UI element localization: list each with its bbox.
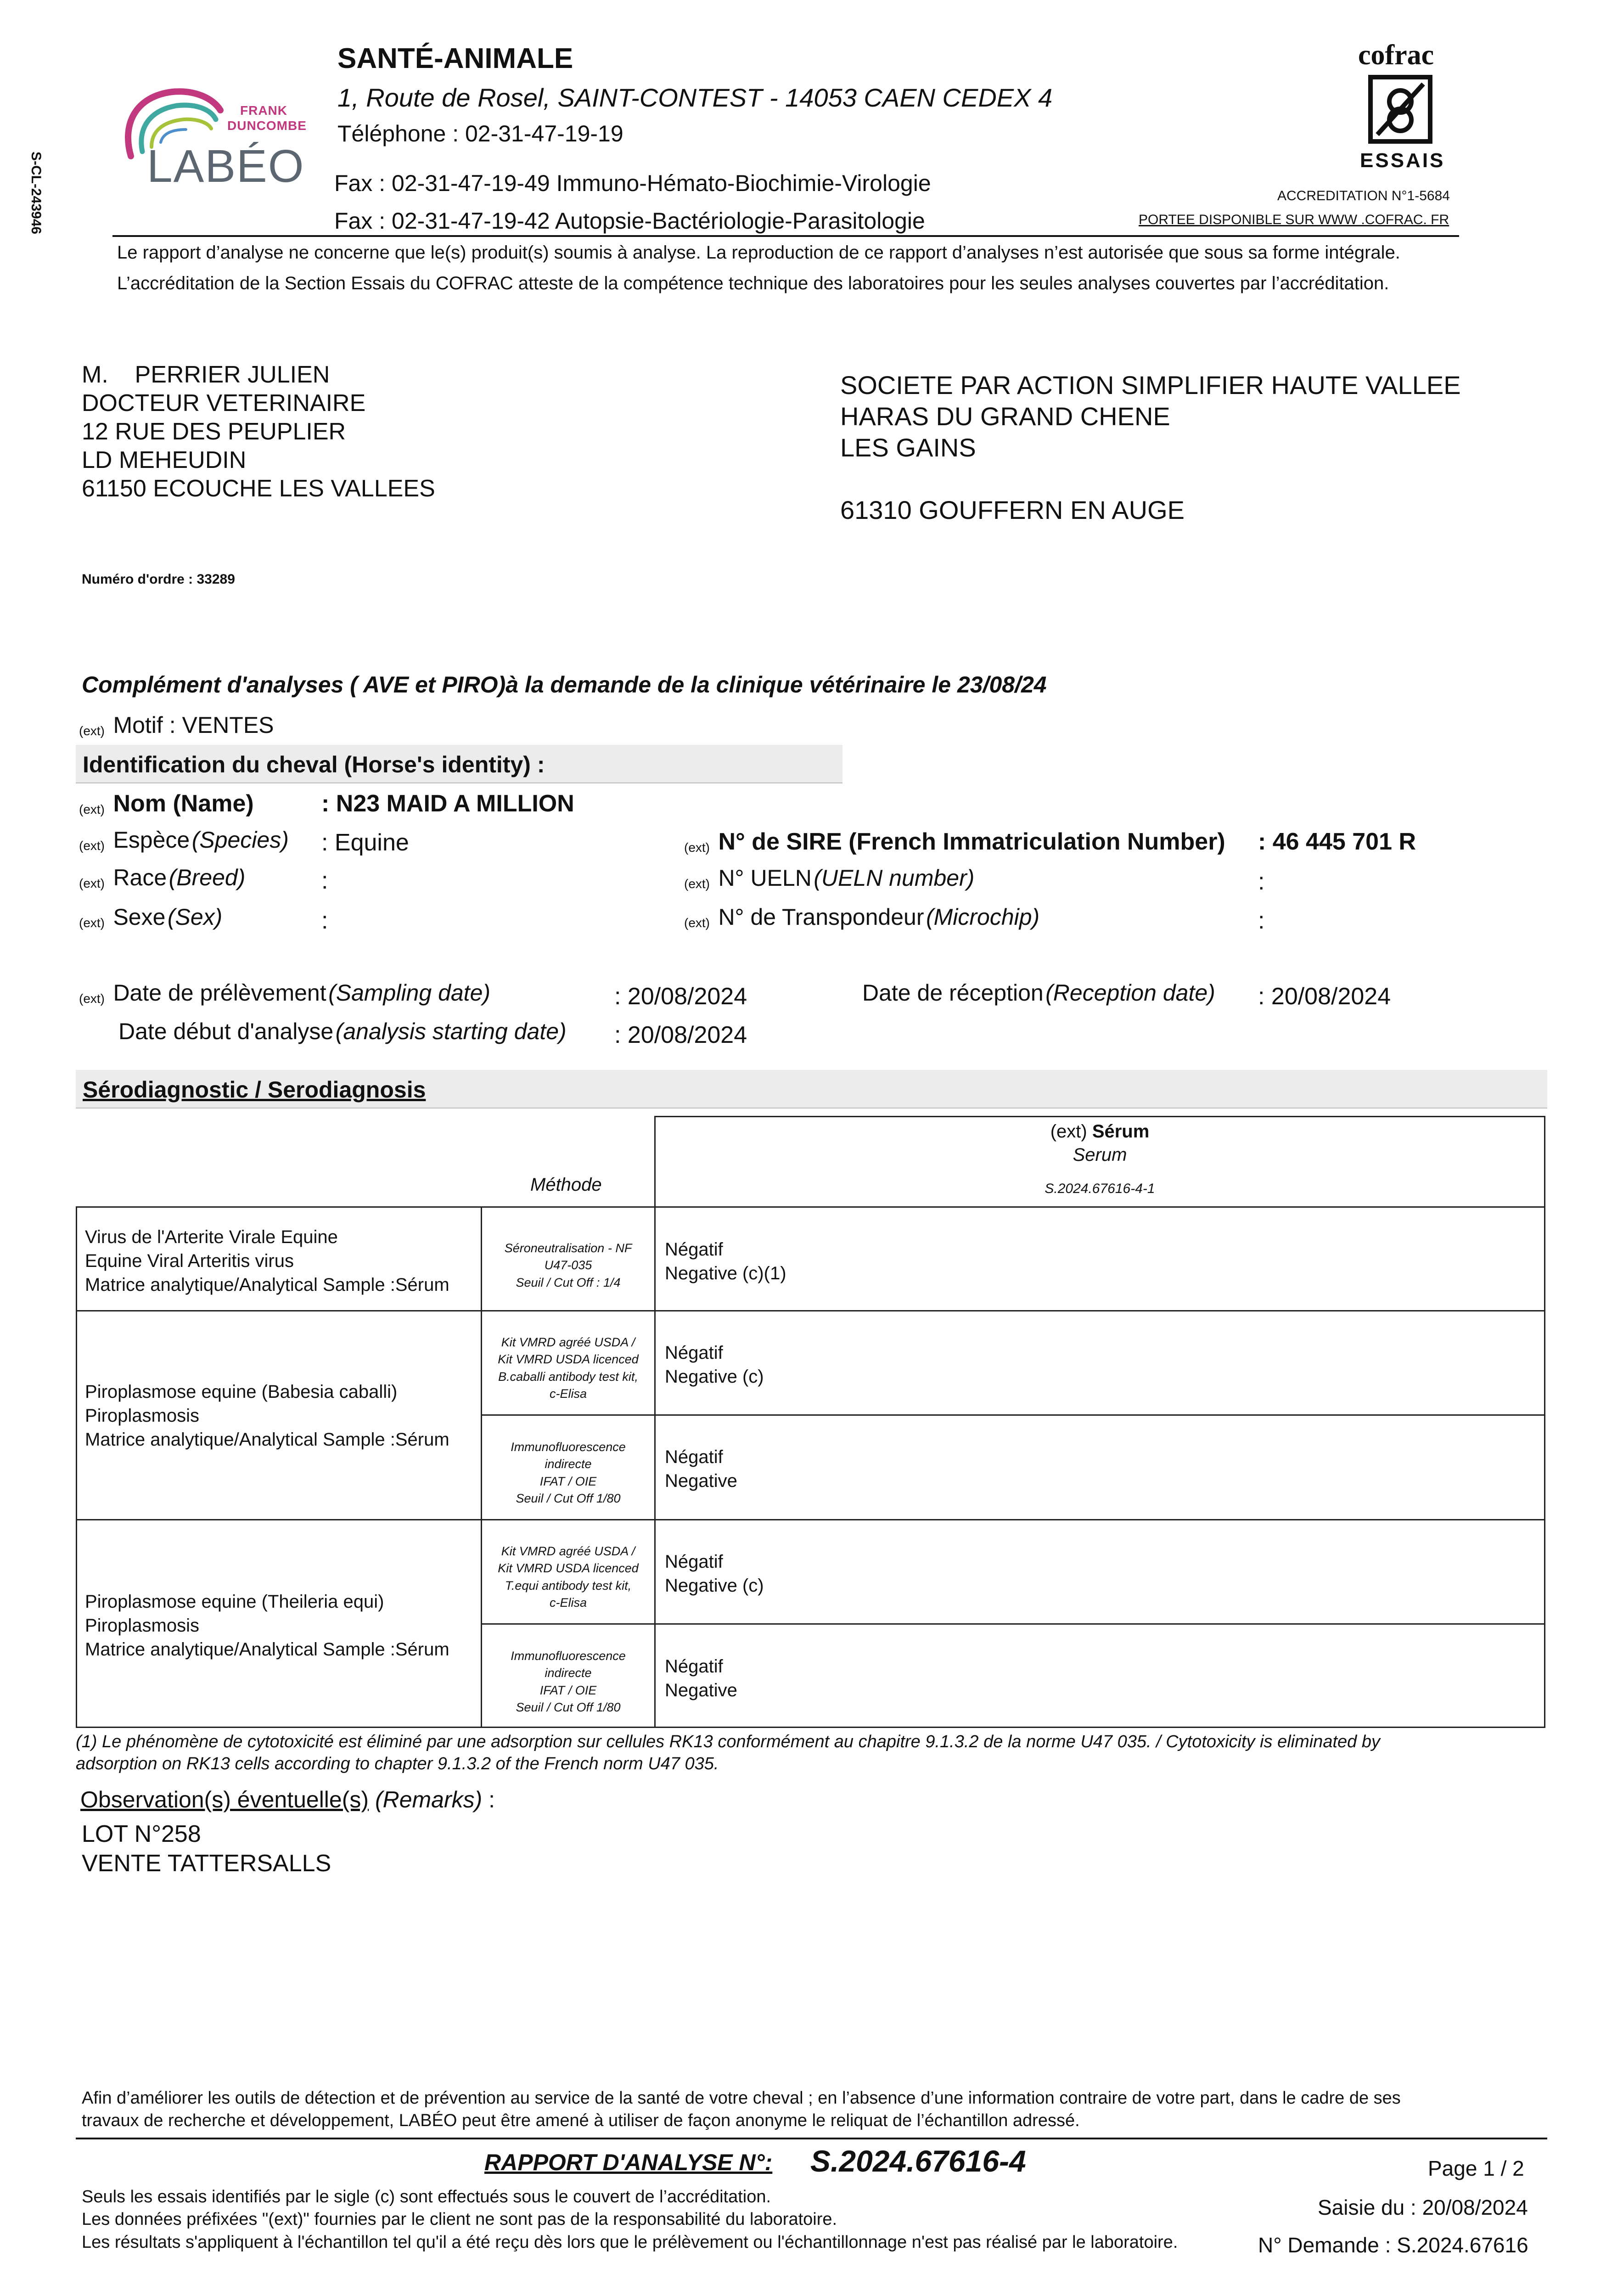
method-line: Seuil / Cut Off : 1/4	[516, 1275, 621, 1289]
research-note	[82, 2087, 1401, 2133]
cofrac-logo	[1345, 39, 1460, 177]
ext-tag: (ext)	[1050, 1121, 1087, 1142]
method-babesia-ifat	[482, 1439, 654, 1507]
ext-tag: (ext)	[684, 876, 710, 891]
reception-date-value: : 20/08/2024	[1258, 983, 1391, 1010]
disclaimer-line-2: L’accréditation de la Section Essais du COFRAC atteste de la compétence technique des laboratoires pour les seules analyses couvertes par l’accréditation.	[117, 273, 1389, 293]
sender-line-5: 61150 ECOUCHE LES VALLEES	[82, 475, 435, 502]
start-date-row	[118, 1018, 567, 1045]
name-label: Nom (Name)	[113, 790, 254, 817]
result-fr: Négatif	[665, 1343, 723, 1363]
name-row	[79, 790, 254, 817]
result-en: Negative (c)	[665, 1367, 764, 1387]
ueln-label: N° UELN	[718, 865, 812, 891]
method-line: indirecte	[545, 1457, 592, 1471]
result-eva	[665, 1238, 786, 1285]
ext-tag: (ext)	[79, 991, 105, 1006]
footer-note-3: Les résultats s'appliquent à l'échantillon tel qu'il a été reçu dès lors que le prélèvement ou l'échantillonnage n'est pas réalisé par le laboratoire.	[82, 2232, 1178, 2252]
ueln-row	[684, 865, 974, 891]
result-en: Negative	[665, 1471, 737, 1491]
method-line: IFAT / OIE	[539, 1683, 597, 1697]
sample-type: Sérum	[1092, 1121, 1150, 1142]
result-en: Negative	[665, 1680, 737, 1700]
page-number: Page 1 / 2	[1428, 2156, 1524, 2180]
analyte-line: Equine Viral Arteritis virus	[85, 1251, 294, 1271]
footnote-line-1: (1) Le phénomène de cytotoxicité est éliminé par une adsorption sur cellules RK13 conformément au chapitre 9.1.3.2 de la norme U47 035. / Cytotoxicity is eliminated by	[76, 1732, 1380, 1751]
analyte-line: Piroplasmosis	[85, 1406, 199, 1426]
col-divider-2	[654, 1206, 656, 1728]
identity-heading: Identification du cheval (Horse's identity) :	[83, 752, 545, 777]
sampling-date-row	[79, 979, 490, 1006]
analyte-line: Piroplasmosis	[85, 1615, 199, 1636]
remarks-colon: :	[482, 1787, 495, 1812]
remarks-heading	[80, 1786, 495, 1813]
species-value: : Equine	[321, 829, 409, 856]
cofrac-accreditation: ACCREDITATION N°1-5684	[1277, 188, 1450, 203]
remarks-label-en: (Remarks)	[375, 1787, 483, 1812]
lab-fax-2: Fax : 02-31-47-19-42 Autopsie-Bactériologie-Parasitologie	[334, 208, 925, 234]
footnote-line-2: adsorption on RK13 cells according to chapter 9.1.3.2 of the French norm U47 035.	[76, 1754, 719, 1773]
analyte-line: Matrice analytique/Analytical Sample :Sérum	[85, 1639, 449, 1660]
method-line: Kit VMRD agréé USDA /	[501, 1335, 635, 1349]
method-line: Kit VMRD agréé USDA /	[501, 1544, 635, 1558]
remarks-line-1: LOT N°258	[82, 1821, 201, 1847]
analyte-theileria	[85, 1590, 449, 1661]
species-label-en: (Species)	[191, 827, 289, 853]
entry-date: Saisie du : 20/08/2024	[1318, 2195, 1528, 2219]
start-date-label-en: (analysis starting date)	[335, 1019, 567, 1044]
reception-date-label-en: (Reception date)	[1045, 980, 1215, 1006]
result-fr: Négatif	[665, 1656, 723, 1677]
method-theileria-elisa	[482, 1543, 654, 1611]
method-line: T.equi antibody test kit,	[505, 1578, 632, 1593]
logo-brand-line1: FRANK	[240, 103, 287, 118]
breed-row	[79, 864, 245, 891]
name-value: : N23 MAID A MILLION	[321, 790, 574, 817]
transponder-row	[684, 904, 1039, 930]
transponder-label-en: (Microchip)	[926, 904, 1040, 930]
request-number: N° Demande : S.2024.67616	[1258, 2233, 1528, 2257]
analyte-line: Piroplasmose equine (Babesia caballi)	[85, 1382, 398, 1402]
recipient-line-1: SOCIETE PAR ACTION SIMPLIFIER HAUTE VALLEE	[840, 371, 1461, 400]
sample-type-row	[654, 1121, 1545, 1142]
recipient-line-4: 61310 GOUFFERN EN AUGE	[840, 495, 1185, 524]
side-code: S-CL-243946	[28, 152, 44, 235]
sire-value: : 46 445 701 R	[1258, 828, 1416, 855]
reception-date-row	[862, 979, 1215, 1006]
report-number: S.2024.67616-4	[810, 2144, 1026, 2178]
ext-tag: (ext)	[684, 840, 710, 855]
method-line: Kit VMRD USDA licenced	[498, 1561, 639, 1576]
transponder-value: :	[1258, 907, 1265, 934]
method-line: Seuil / Cut Off 1/80	[516, 1700, 621, 1714]
method-line: Kit VMRD USDA licenced	[498, 1352, 639, 1367]
row-divider-1	[76, 1310, 1545, 1311]
sex-row	[79, 904, 222, 930]
lab-fax-1: Fax : 02-31-47-19-49 Immuno-Hémato-Biochimie-Virologie	[334, 170, 931, 196]
sender-line-1: M. PERRIER JULIEN	[82, 361, 330, 388]
species-label: Espèce	[113, 827, 190, 853]
recipient-line-2: HARAS DU GRAND CHENE	[840, 402, 1170, 431]
ext-tag: (ext)	[79, 915, 105, 930]
breed-label: Race	[113, 865, 167, 890]
remarks-label: Observation(s) éventuelle(s)	[80, 1787, 369, 1812]
labeo-logo	[117, 78, 324, 197]
disclaimer-line-1: Le rapport d’analyse ne concerne que le(s) produit(s) soumis à analyse. La reproduction de ce rapport d’analyses n’est autorisée que sous sa forme intégrale.	[117, 242, 1400, 263]
logo-name: LABÉO	[147, 141, 305, 192]
motif-row	[79, 712, 274, 738]
analyte-line: Matrice analytique/Analytical Sample :Sérum	[85, 1275, 449, 1295]
method-line: Séroneutralisation - NF	[504, 1241, 632, 1255]
footnote	[76, 1731, 1380, 1775]
ext-tag: (ext)	[684, 915, 710, 930]
start-date-label: Date début d'analyse	[118, 1019, 334, 1044]
sire-label: N° de SIRE (French Immatriculation Number)	[718, 828, 1225, 855]
lab-phone: Téléphone : 02-31-47-19-19	[337, 121, 623, 146]
start-date-value: : 20/08/2024	[614, 1022, 747, 1048]
ueln-value: :	[1258, 868, 1265, 895]
remarks-lines	[82, 1819, 331, 1878]
method-line: c-Elisa	[549, 1595, 587, 1609]
method-line: Seuil / Cut Off 1/80	[516, 1491, 621, 1505]
footer-notes	[82, 2186, 1178, 2254]
cofrac-name: cofrac	[1358, 39, 1434, 71]
breed-value: :	[321, 867, 328, 894]
breed-label-en: (Breed)	[168, 865, 246, 890]
species-row	[79, 827, 289, 853]
research-note-line-2: travaux de recherche et développement, LABÉO peut être amené à utiliser de façon anonyme le reliquat de l’échantillon adressé.	[82, 2111, 1080, 2131]
reception-date-label: Date de réception	[862, 980, 1044, 1006]
recipient-line-3: LES GAINS	[840, 433, 976, 462]
order-number: Numéro d'ordre : 33289	[82, 572, 235, 587]
result-theileria-ifat	[665, 1654, 737, 1702]
sender-line-3: 12 RUE DES PEUPLIER	[82, 418, 346, 445]
result-fr: Négatif	[665, 1239, 723, 1260]
method-line: IFAT / OIE	[539, 1474, 597, 1488]
sender-line-4: LD MEHEUDIN	[82, 447, 247, 473]
result-theileria-elisa	[665, 1550, 764, 1598]
analyte-line: Virus de l'Arterite Virale Equine	[85, 1227, 338, 1247]
ext-tag: (ext)	[79, 723, 105, 738]
ext-tag: (ext)	[79, 838, 105, 853]
header-rule	[112, 235, 1459, 237]
method-line: U47-035	[544, 1258, 592, 1272]
sex-label: Sexe	[113, 904, 166, 930]
report-number-label: RAPPORT D'ANALYSE N°:	[484, 2150, 773, 2175]
sampling-date-label-en: (Sampling date)	[328, 980, 491, 1006]
footer-note-1: Seuls les essais identifiés par le sigle (c) sont effectués sous le couvert de l’accréditation.	[82, 2187, 771, 2206]
cofrac-scope: PORTEE DISPONIBLE SUR WWW .COFRAC. FR	[1139, 212, 1449, 227]
sender-address	[82, 360, 435, 503]
cofrac-mark-icon	[1368, 75, 1432, 144]
sample-id: S.2024.67616-4-1	[1045, 1181, 1155, 1196]
result-babesia-elisa	[665, 1341, 764, 1389]
sample-type-en: Serum	[1073, 1145, 1127, 1165]
lab-address: 1, Route de Rosel, SAINT-CONTEST - 14053 CAEN CEDEX 4	[337, 83, 1053, 112]
result-fr: Négatif	[665, 1447, 723, 1467]
row-divider-2	[481, 1414, 1545, 1416]
ext-tag: (ext)	[79, 876, 105, 890]
sex-value: :	[321, 907, 328, 934]
research-note-line-1: Afin d’améliorer les outils de détection et de prévention au service de la santé de votre cheval ; en l’absence d’une information contraire de votre part, dans le cadre de ses	[82, 2088, 1401, 2108]
section-title: Sérodiagnostic / Serodiagnosis	[83, 1077, 426, 1103]
motif: Motif : VENTES	[113, 712, 274, 738]
method-line: Immunofluorescence	[511, 1440, 626, 1454]
sender-line-2: DOCTEUR VETERINAIRE	[82, 390, 366, 416]
result-fr: Négatif	[665, 1552, 723, 1572]
row-divider-3	[76, 1519, 1545, 1520]
ext-tag: (ext)	[79, 802, 105, 816]
transponder-label: N° de Transpondeur	[718, 904, 924, 930]
ueln-label-en: (UELN number)	[814, 865, 975, 891]
request-title: Complément d'analyses ( AVE et PIRO)à la demande de la clinique vétérinaire le 23/08/24	[82, 672, 1047, 698]
result-en: Negative (c)(1)	[665, 1263, 786, 1283]
footer-rule	[76, 2138, 1547, 2139]
result-en: Negative (c)	[665, 1576, 764, 1596]
footer-note-2: Les données préfixées "(ext)" fournies par le client ne sont pas de la responsabilité du laboratoire.	[82, 2210, 837, 2229]
result-babesia-ifat	[665, 1445, 737, 1493]
method-line: indirecte	[545, 1666, 592, 1680]
sire-row	[684, 828, 1225, 855]
lab-title: SANTÉ-ANIMALE	[337, 43, 573, 74]
sampling-date-value: : 20/08/2024	[614, 983, 747, 1010]
method-line: c-Elisa	[549, 1386, 587, 1401]
method-babesia-elisa	[482, 1334, 654, 1402]
method-eva	[482, 1240, 654, 1291]
cofrac-label: ESSAIS	[1360, 149, 1445, 172]
logo-brand-line2: DUNCOMBE	[227, 118, 307, 133]
remarks-line-2: VENTE TATTERSALLS	[82, 1850, 331, 1877]
recipient-address	[840, 370, 1461, 526]
method-line: B.caballi antibody test kit,	[498, 1369, 638, 1384]
analyte-line: Piroplasmose equine (Theileria equi)	[85, 1592, 384, 1612]
analyte-babesia	[85, 1380, 449, 1452]
analyte-line: Matrice analytique/Analytical Sample :Sérum	[85, 1429, 449, 1450]
method-line: Immunofluorescence	[511, 1649, 626, 1663]
sex-label-en: (Sex)	[167, 904, 223, 930]
sampling-date-label: Date de prélèvement	[113, 980, 326, 1006]
method-theileria-ifat	[482, 1648, 654, 1716]
analyte-eva	[85, 1225, 449, 1297]
method-header: Méthode	[530, 1175, 602, 1195]
sample-header	[654, 1121, 1545, 1197]
row-divider-4	[481, 1623, 1545, 1625]
